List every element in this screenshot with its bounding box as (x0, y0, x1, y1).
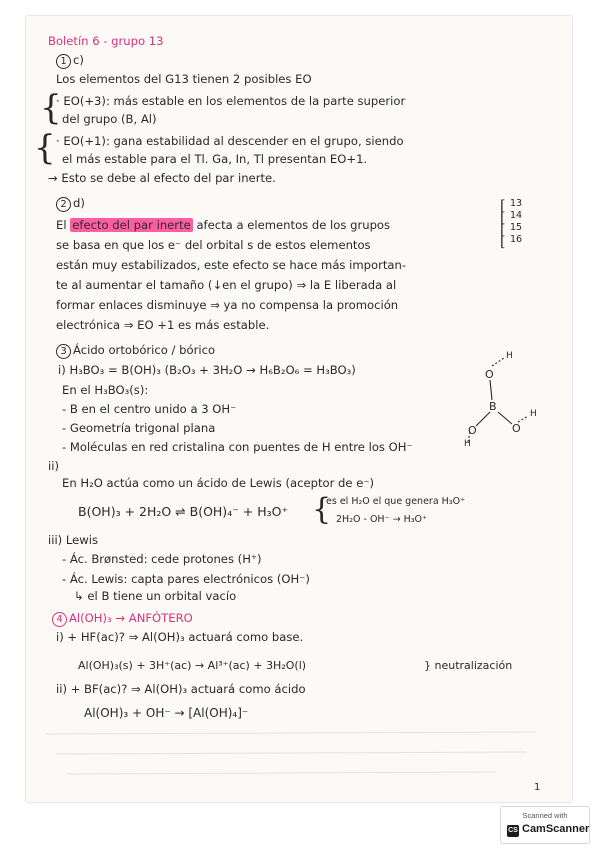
equation-note: 2H₂O - OH⁻ → H₃O⁺ (336, 514, 428, 525)
section-sub-label: c) (73, 53, 84, 67)
brace-left: { (312, 492, 332, 527)
equation-note: es el H₂O el que genera H₃O⁺ (326, 496, 466, 507)
text-line: iii) Lewis (48, 533, 99, 547)
brace-left: { (34, 128, 56, 168)
text-line: - B en el centro unido a 3 OH⁻ (62, 402, 237, 416)
page-number: 1 (534, 782, 541, 793)
highlighted-term: efecto del par inerte (72, 218, 191, 232)
badge-brand: CamScanner (522, 823, 590, 835)
group-number: 14 (510, 210, 523, 221)
atom-h: H (464, 439, 471, 446)
page-header: Boletín 6 - grupo 13 (48, 34, 164, 48)
faint-line (46, 732, 536, 734)
text-line: están muy estabilizados, este efecto se hace más importan- (56, 258, 407, 272)
atom-h: H (506, 351, 513, 361)
faint-line (66, 772, 496, 774)
group-number: 13 (510, 198, 523, 209)
atom-o: O (512, 422, 521, 435)
text-line: ii) (48, 459, 59, 473)
equation: B(OH)₃ + 2H₂O ⇌ B(OH)₄⁻ + H₃O⁺ (78, 504, 289, 519)
text-line: En el H₃BO₃(s): (62, 383, 149, 397)
section-number-badge: 3 (56, 344, 71, 359)
equation: Al(OH)₃ + OH⁻ → [Al(OH)₄]⁻ (84, 706, 249, 720)
group-number: 15 (510, 222, 523, 233)
notebook-page (26, 16, 572, 802)
atom-h: H (530, 409, 537, 419)
atom-b: B (489, 400, 497, 413)
equation: Al(OH)₃(s) + 3H⁺(ac) → Al³⁺(ac) + 3H₂O(l) (78, 659, 307, 672)
section-number-badge: 2 (56, 197, 71, 212)
text-line: te al aumentar el tamaño (↓en el grupo) ⇒ la E liberada al (56, 278, 397, 292)
text-line: Los elementos del G13 tienen 2 posibles EO (56, 72, 312, 86)
text-line: - Ác. Lewis: capta pares electrónicos (OH⁻) (62, 572, 310, 586)
text-line: i) + HF(ac)? ⇒ Al(OH)₃ actuará como base. (56, 630, 304, 644)
atom-o: O (468, 424, 477, 437)
text-line: - Ác. Brønsted: cede protones (H⁺) (62, 552, 262, 566)
text-line: ↳ el B tiene un orbital vacío (74, 589, 237, 603)
atom-o: O (485, 368, 494, 381)
section-title: Al(OH)₃ → ANFÓTERO (69, 611, 193, 625)
text-line: · EO(+1): gana estabilidad al descender en el grupo, siendo (56, 134, 404, 148)
text-line: · EO(+3): más estable en los elementos de la parte superior (56, 94, 406, 108)
text-line: se basa en que los e⁻ del orbital s de estos elementos (56, 238, 371, 252)
camscanner-badge (500, 806, 590, 844)
section-title: Ácido ortobórico / bórico (73, 343, 216, 357)
text-line: - Geometría trigonal plana (62, 421, 216, 435)
text-line: → Esto se debe al efecto del par inerte. (48, 171, 276, 185)
bleed-through-texture (26, 16, 572, 802)
text-line: ii) + BF(ac)? ⇒ Al(OH)₃ actuará como ácido (56, 682, 306, 696)
group-number: 16 (510, 234, 523, 245)
section-number-badge: 4 (52, 612, 67, 627)
text-line: En H₂O actúa como un ácido de Lewis (aceptor de e⁻) (62, 476, 374, 490)
equation-note: } neutralización (424, 659, 513, 672)
text-line: electrónica ⇒ EO +1 es más estable. (56, 318, 270, 332)
camscanner-logo-icon: CS (507, 825, 519, 837)
section-sub-label: d) (73, 196, 85, 210)
text-line: - Moléculas en red cristalina con puentes de H entre los OH⁻ (62, 440, 413, 454)
brace-left: { (40, 88, 62, 128)
section-number-badge: 1 (56, 54, 71, 69)
bracket-groups: [ [ [ [ (500, 198, 506, 250)
text-line: formar enlaces disminuye ⇒ ya no compensa la promoción (56, 298, 399, 312)
text-line: i) H₃BO₃ = B(OH)₃ (B₂O₃ + 3H₂O → H₆B₂O₆ = H₃BO₃) (58, 363, 356, 377)
text-line: El efecto del par inerte afecta a elementos de los grupos (56, 218, 391, 232)
text-line: del grupo (B, Al) (62, 112, 157, 126)
badge-caption: Scanned with (522, 811, 568, 820)
faint-line (56, 752, 526, 754)
text-line: el más estable para el Tl. Ga, In, Tl presentan EO+1. (62, 152, 368, 166)
